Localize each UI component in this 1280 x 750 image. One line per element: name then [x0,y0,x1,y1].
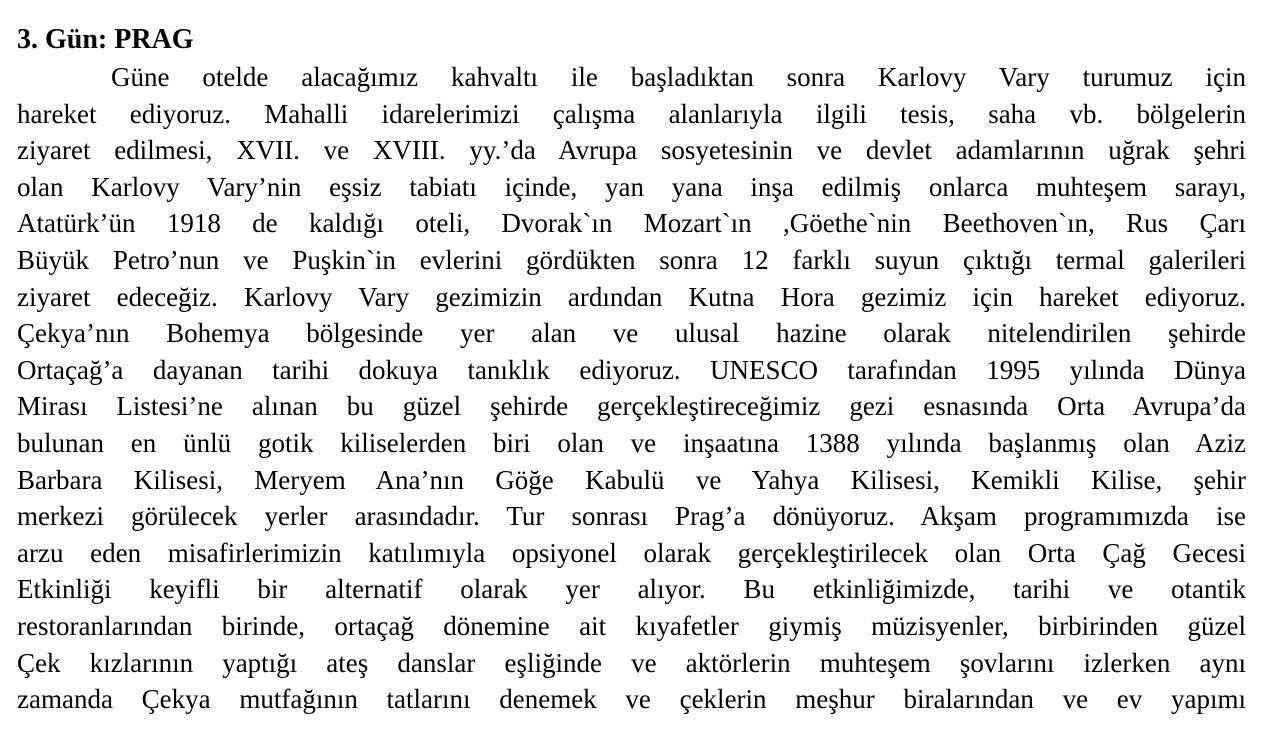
paragraph-line: merkezi görülecek yerler arasındadır. Tur sonrası Prag’a dönüyoruz. Akşam programımızda ise [17,501,1246,532]
paragraph-line: olan Karlovy Vary’nin eşsiz tabiatı içinde, yan yana inşa edilmiş onlarca muhteşem sarayı, [17,171,1246,202]
itinerary-paragraph [17,58,1246,718]
day-heading: 3. Gün: PRAG [17,24,194,55]
paragraph-line: Güne otelde alacağımız kahvaltı ile başladıktan sonra Karlovy Vary turumuz için [111,62,1246,92]
paragraph-line: Ortaçağ’a dayanan tarihi dokuya tanıklık ediyoruz. UNESCO tarafından 1995 yılında Dünya [17,354,1246,385]
document-page [17,0,1246,718]
paragraph-line: arzu eden misafirlerimizin katılımıyla opsiyonel olarak gerçekleştirilecek olan Orta Çağ Gecesi [17,537,1246,568]
paragraph-line: restoranlarından birinde, ortaçağ dönemine ait kıyafetler giymiş müzisyenler, birbirinden güzel [17,610,1246,641]
paragraph-line: bulunan en ünlü gotik kiliselerden biri olan ve inşaatına 1388 yılında başlanmış olan Aziz [17,427,1246,458]
paragraph-line: Büyük Petro’nun ve Puşkin`in evlerini gördükten sonra 12 farklı suyun çıktığı termal galerileri [17,244,1246,275]
paragraph-line: hareket ediyoruz. Mahalli idarelerimizi çalışma alanlarıyla ilgili tesis, saha vb. bölgelerin [17,98,1246,129]
paragraph-line: Etkinliği keyifli bir alternatif olarak yer alıyor. Bu etkinliğimizde, tarihi ve otantik [17,574,1246,605]
paragraph-line: Çek kızlarının yaptığı ateş danslar eşliğinde ve aktörlerin muhteşem şovlarını izlerken aynı [17,647,1246,678]
paragraph-line: Mirası Listesi’ne alınan bu güzel şehirde gerçekleştireceğimiz gezi esnasında Orta Avrupa’da [17,391,1246,422]
paragraph-line: Çekya’nın Bohemya bölgesinde yer alan ve ulusal hazine olarak nitelendirilen şehirde [17,318,1246,349]
paragraph-line: zamanda Çekya mutfağının tatlarını denemek ve çeklerin meşhur biralarından ve ev yapımı [17,684,1246,715]
paragraph-line: ziyaret edilmesi, XVII. ve XVIII. yy.’da Avrupa sosyetesinin ve devlet adamlarının uğrak şehri [17,135,1246,166]
paragraph-line: Atatürk’ün 1918 de kaldığı oteli, Dvorak`ın Mozart`ın ,Göethe`nin Beethoven`ın, Rus Çarı [17,208,1246,239]
paragraph-line: Barbara Kilisesi, Meryem Ana’nın Göğe Kabulü ve Yahya Kilisesi, Kemikli Kilise, şehir [17,464,1246,495]
paragraph-line: ziyaret edeceğiz. Karlovy Vary gezimizin ardından Kutna Hora gezimiz için hareket ediyoruz. [17,281,1246,312]
